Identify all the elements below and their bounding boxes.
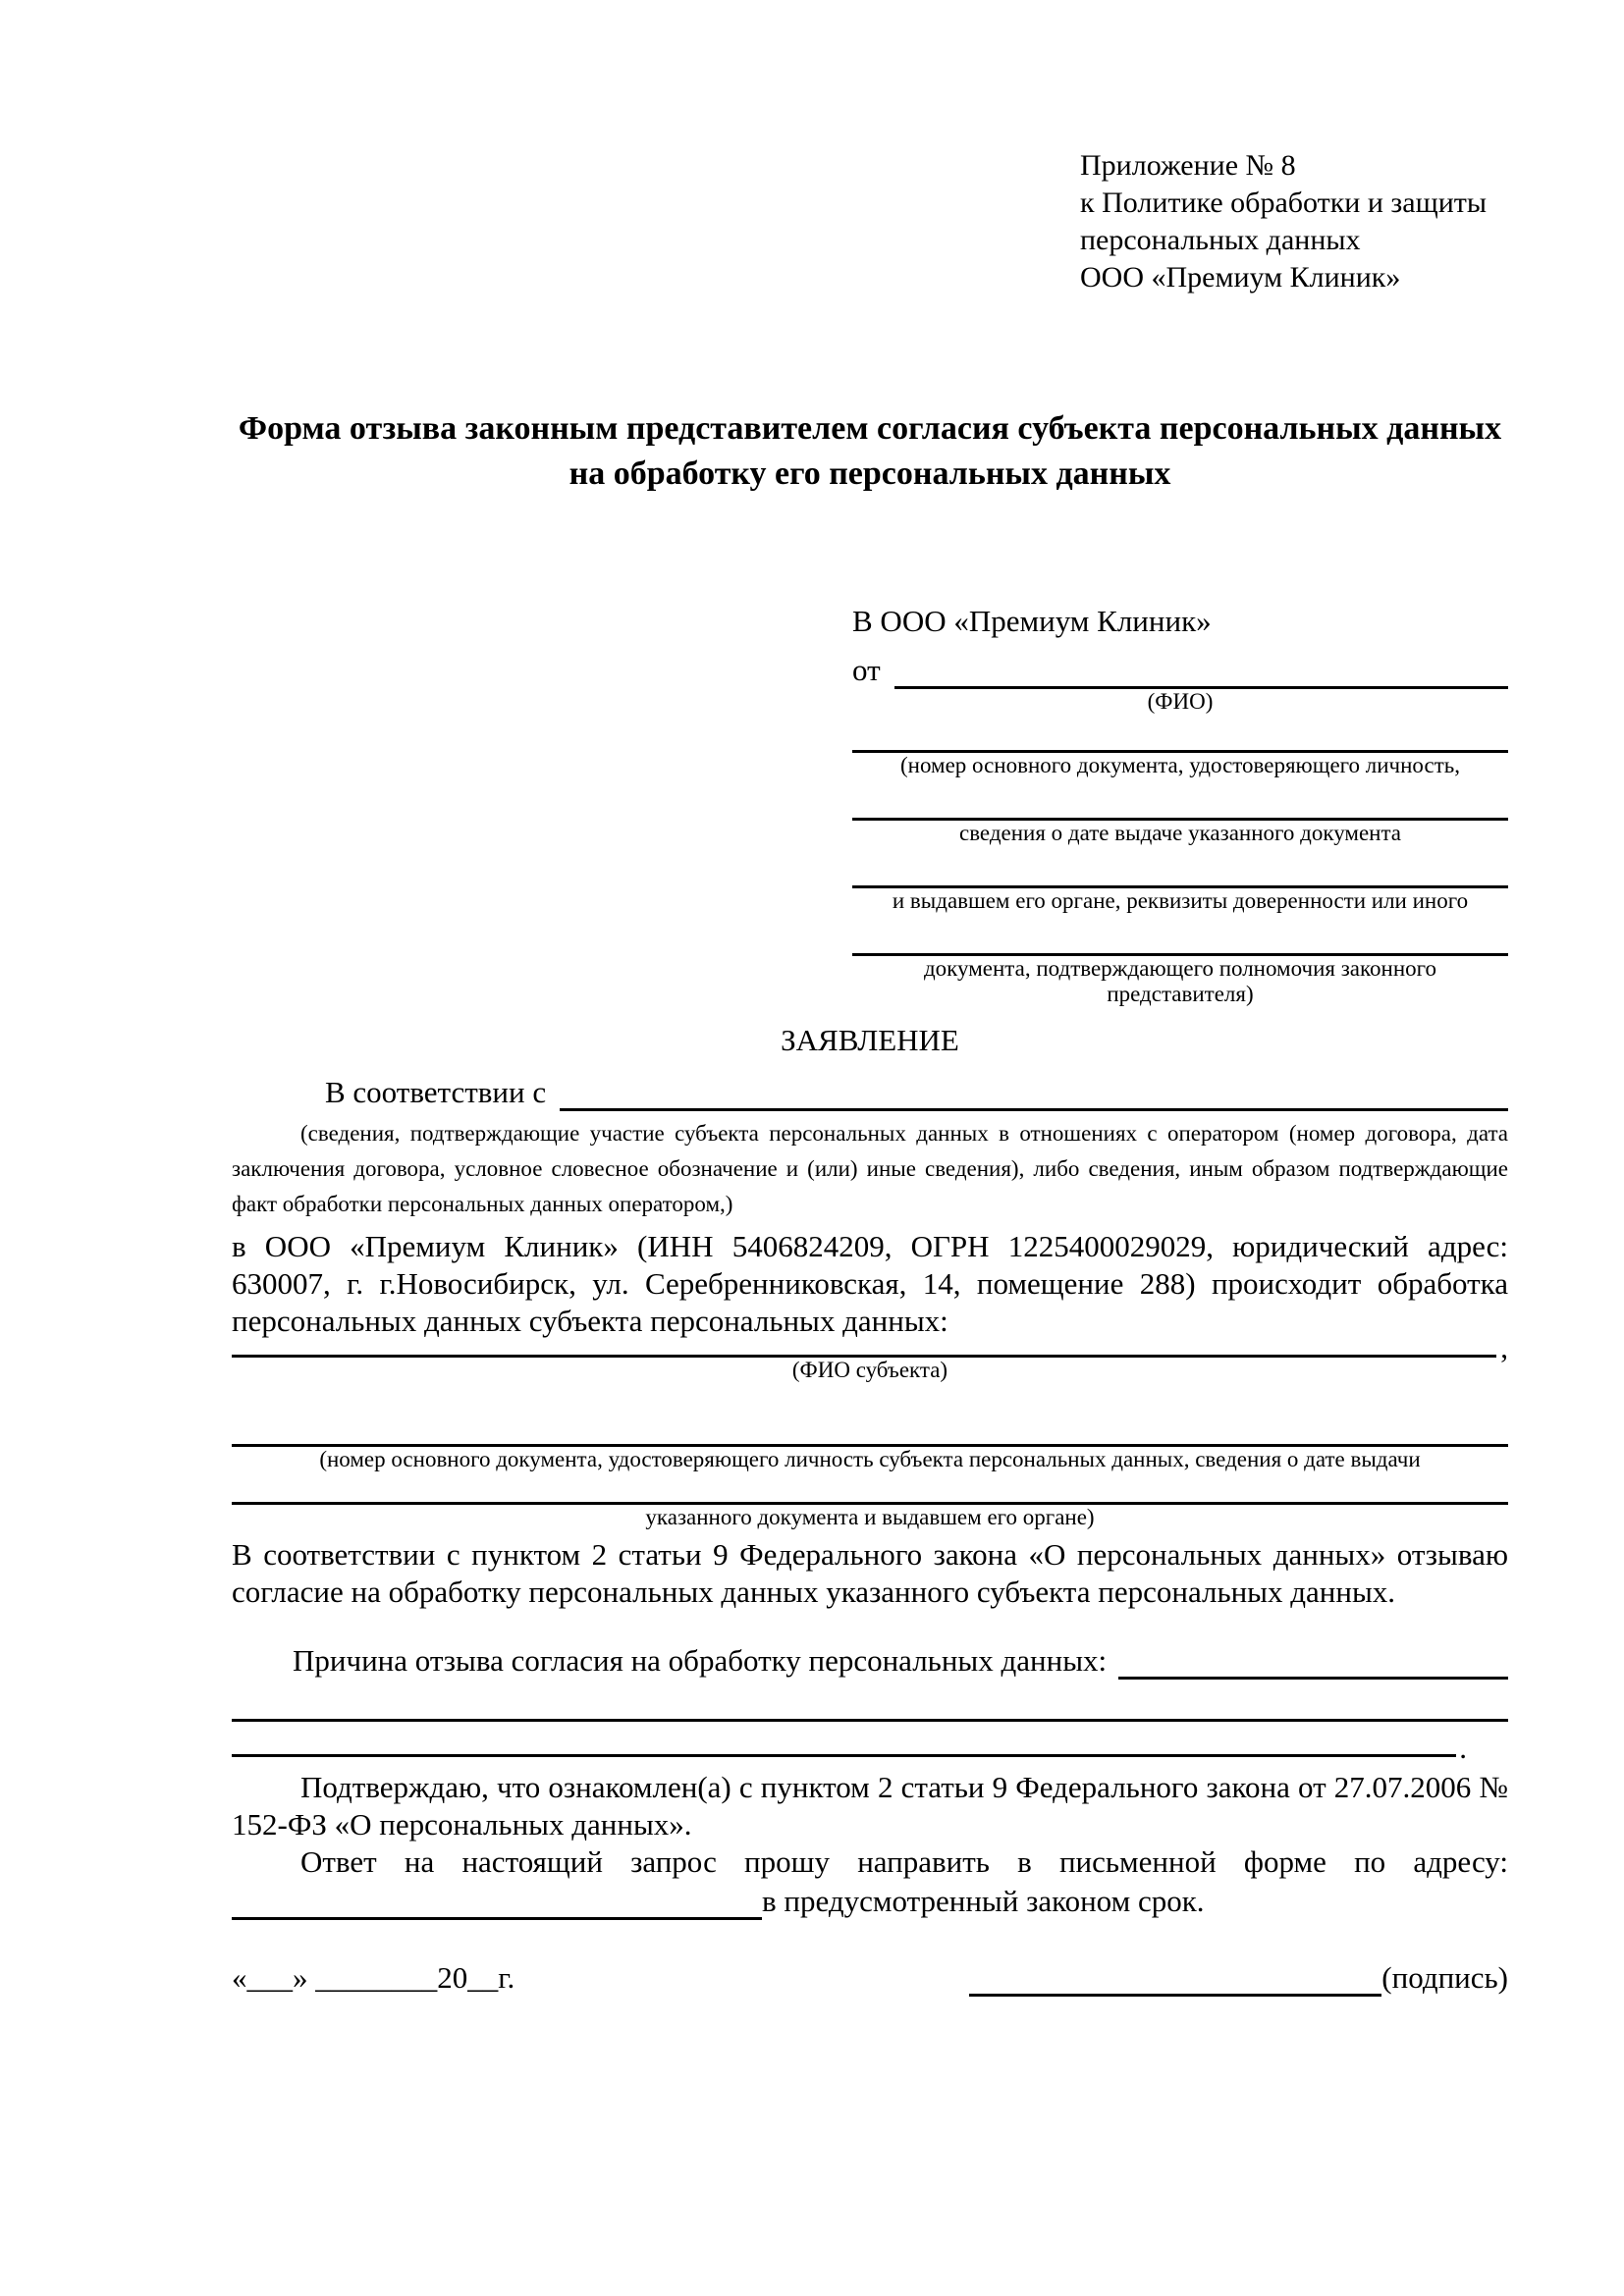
representative-doc-field-1 <box>852 715 1508 778</box>
representative-doc-caption-4: документа, подтверждающего полномочия законного представителя) <box>923 956 1436 1006</box>
reason-blank-line-1 <box>232 1719 1508 1722</box>
representative-doc-caption-3: и выдавшем его органе, реквизиты доверенности или иного <box>892 888 1469 913</box>
confirm-paragraph: Подтверждаю, что ознакомлен(а) с пунктом 2 статьи 9 Федерального закона от 27.07.2006 № 152-ФЗ «О персональных данных». <box>232 1770 1508 1842</box>
appendix-policy-line: к Политике обработки и защиты <box>1080 187 1488 219</box>
addressee-company: В ООО «Премиум Клиник» <box>852 604 1212 638</box>
date-blank: «___» ________20__г. <box>232 1960 515 1995</box>
reply-request: Ответ на настоящий запрос прошу направить в письменной форме по адресу: <box>300 1844 1508 1879</box>
representative-doc-field-4 <box>852 914 1508 1007</box>
appendix-company: ООО «Премиум Клиник» <box>1080 261 1401 294</box>
representative-doc-caption-1: (номер основного документа, удостоверяющего личность, <box>899 753 1460 777</box>
reason-label: Причина отзыва согласия на обработку персональных данных: <box>293 1643 1108 1678</box>
representative-doc-field-3 <box>852 846 1508 914</box>
addressee-block <box>852 599 1508 1007</box>
reason-blank-line-2 <box>232 1725 1456 1757</box>
relation-info-blank <box>560 1075 1508 1111</box>
intro-label: В соответствии с <box>325 1075 547 1109</box>
intro-caption: (сведения, подтверждающие участие субъекта персональных данных в отношениях с оператором (номер договора, дата заключения договора, условное словесное обозначение и (или) иные сведения), либо сведения, иным образом подтверждающие факт обработки персональных данных оператором,) <box>232 1121 1508 1216</box>
representative-doc-caption-2: сведения о дате выдаче указанного документа <box>958 821 1402 845</box>
appendix-header <box>1080 147 1508 296</box>
subject-doc-blank-1 <box>232 1383 1508 1447</box>
subject-doc-field-2 <box>232 1472 1508 1530</box>
from-label: от <box>852 653 881 687</box>
subject-doc-caption-2: указанного документа и выдавшем его органе) <box>645 1505 1095 1529</box>
footer-row <box>232 1955 1508 1997</box>
signature-blank <box>969 1964 1381 1997</box>
statement-heading: ЗАЯВЛЕНИЕ <box>781 1023 959 1057</box>
subject-fio-blank <box>232 1339 1496 1358</box>
subject-fio-comma: , <box>1500 1330 1508 1364</box>
representative-doc-blank-3 <box>852 846 1508 888</box>
subject-doc-blank-2 <box>232 1472 1508 1505</box>
signature-caption: (подпись) <box>1381 1960 1508 1995</box>
reason-blank-start <box>1118 1643 1508 1680</box>
reason-row <box>232 1640 1508 1680</box>
reason-blank-line-2-row <box>232 1724 1508 1765</box>
representative-fio-blank <box>894 653 1508 689</box>
representative-doc-blank-4 <box>852 914 1508 956</box>
document-title: Форма отзыва законным представителем согласия субъекта персональных данных на обработку его персональных данных <box>238 410 1502 492</box>
signature-group <box>969 1959 1508 1997</box>
representative-doc-blank-1 <box>852 715 1508 753</box>
appendix-policy-line2: персональных данных <box>1080 224 1361 256</box>
subject-doc-caption-1: (номер основного документа, удостоверяющего личность субъекта персональных данных, сведения о дате выдачи <box>319 1447 1421 1471</box>
representative-doc-blank-2 <box>852 778 1508 821</box>
subject-fio-caption: (ФИО субъекта) <box>791 1358 948 1382</box>
withdraw-paragraph: В соответствии с пунктом 2 статьи 9 Федерального закона «О персональных данных» отзываю согласие на обработку персональных данных указанного субъекта персональных данных. <box>232 1537 1508 1609</box>
reply-address-row <box>232 1881 1508 1920</box>
intro-row <box>232 1072 1508 1111</box>
reason-period: . <box>1459 1731 1467 1765</box>
fio-caption: (ФИО) <box>1147 689 1214 714</box>
representative-doc-field-2 <box>852 778 1508 846</box>
from-row <box>852 644 1508 689</box>
reply-suffix: в предусмотренный законом срок. <box>762 1884 1205 1918</box>
subject-fio-row <box>232 1330 1508 1364</box>
appendix-number: Приложение № 8 <box>1080 149 1296 182</box>
subject-doc-field-1 <box>232 1383 1508 1472</box>
reply-address-blank <box>232 1884 762 1920</box>
operator-paragraph: в ООО «Премиум Клиник» (ИНН 5406824209, ОГРН 1225400029029, юридический адрес: 630007, г. г.Новосибирск, ул. Серебренниковская, 14, помещение 288) происходит обработка персональных данных субъекта персональных данных: <box>232 1229 1508 1338</box>
